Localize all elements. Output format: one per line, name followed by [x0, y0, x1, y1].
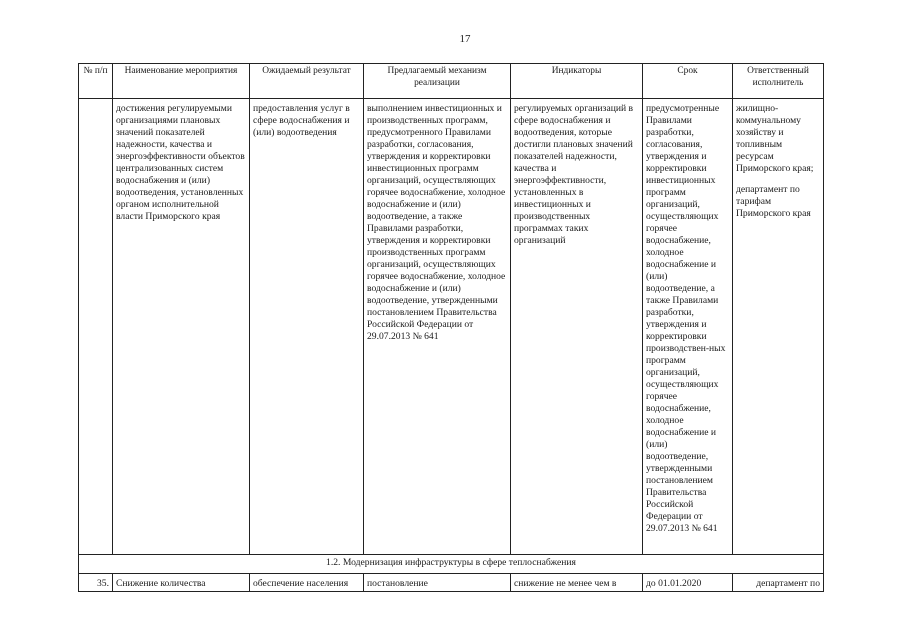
header-name: Наименование мероприятия — [113, 64, 250, 99]
header-number: № п/п — [79, 64, 113, 99]
table-row — [79, 574, 824, 592]
cell-term: до 01.01.2020 — [643, 574, 733, 592]
cell-indicators: снижение не менее чем в — [511, 574, 643, 592]
header-indicators: Индикаторы — [511, 64, 643, 99]
section-title: 1.2. Модернизация инфраструктуры в сфере теплоснабжения — [79, 555, 824, 574]
page-number: 17 — [459, 33, 471, 45]
responsible-line-1: жилищно-коммунальному хозяйству и топливным ресурсам Приморского края; — [736, 103, 814, 174]
cell-responsible: департамент по — [733, 574, 824, 592]
table-row — [79, 99, 824, 555]
header-term: Срок — [643, 64, 733, 99]
header-result: Ожидаемый результат — [250, 64, 364, 99]
header-mechanism: Предлагаемый механизм реализации — [364, 64, 511, 99]
cell-mechanism: постановление — [364, 574, 511, 592]
section-row — [79, 555, 824, 574]
cell-mechanism: выполнением инвестиционных и производственных программ, предусмотренного Правилами разработки, согласования, утверждения и корректировки инвестиционных программ организаций, осуществляющих горячее водоснабжение, холодное водоснабжение и (или) водоотведение, а также Правилами разработки, утверждения и корректировки производственных программ организаций, осуществляющих горячее водоснабжение, холодное водоснабжение и (или) водоотведение, утвержденными постановлением Правительства Российской Федерации от 29.07.2013 № 641 — [364, 99, 511, 555]
measures-table — [78, 63, 824, 592]
cell-term: предусмотренные Правилами разработки, согласования, утверждения и корректировки инвестиционных программ организаций, осуществляющих горячее водоснабжение, холодное водоснабжение и (или) водоотведение, а также Правилами разработки, утверждения и корректировки производствен-ных программ организаций, осуществляющих горячее водоснабжение, холодное водоснабжение и (или) водоотведение, утвержденными постановлением Правительства Российской Федерации от 29.07.2013 № 641 — [643, 99, 733, 555]
cell-responsible — [733, 99, 824, 555]
cell-result: обеспечение населения — [250, 574, 364, 592]
cell-number — [79, 99, 113, 555]
cell-name: достижения регулируемыми организациями плановых значений показателей надежности, качества и энергоэффективности объектов централизованных систем водоснабжения и (или) водоотведения, установленных органом исполнительной власти Приморского края — [113, 99, 250, 555]
cell-indicators: регулируемых организаций в сфере водоснабжения и водоотведения, которые достигли плановых значений показателей надежности, качества и энергоэффективности, установленных в инвестиционных и производственных программах таких организаций — [511, 99, 643, 555]
cell-result: предоставления услуг в сфере водоснабжения и (или) водоотведения — [250, 99, 364, 555]
responsible-line-2: департамент по тарифам Приморского края — [736, 184, 811, 219]
cell-name: Снижение количества — [113, 574, 250, 592]
header-responsible: Ответственный исполнитель — [733, 64, 824, 99]
cell-number: 35. — [79, 574, 113, 592]
table-header-row — [79, 64, 824, 99]
